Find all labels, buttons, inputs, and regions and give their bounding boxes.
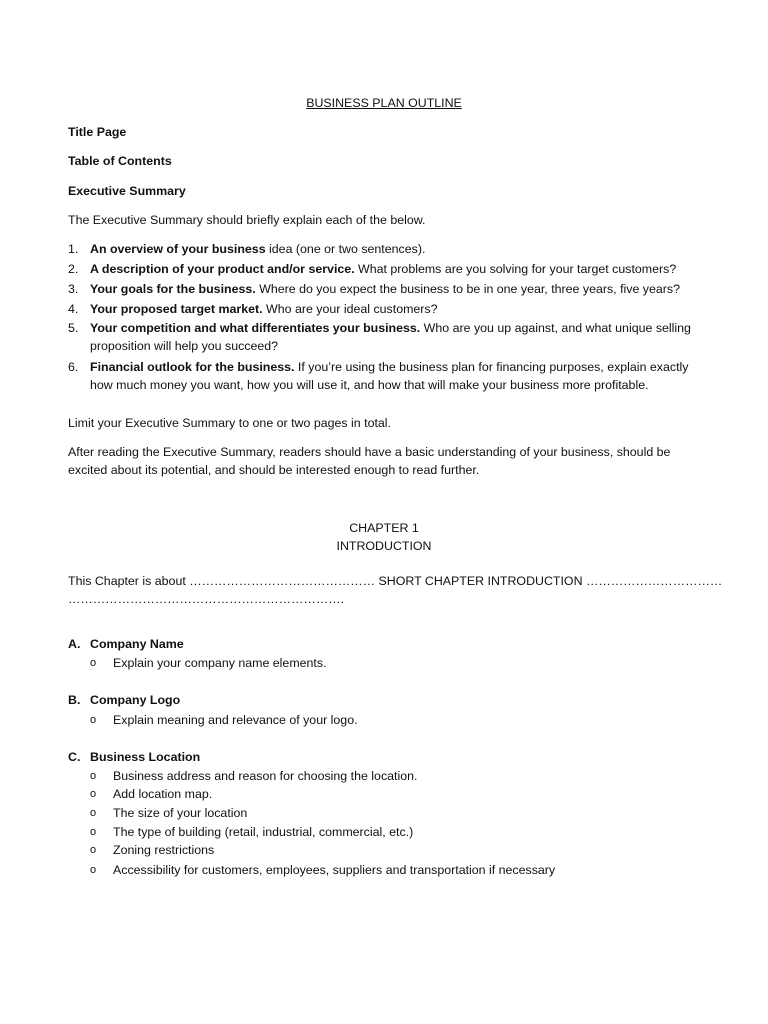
bullet-icon: o <box>90 788 97 800</box>
list-number: 3. <box>68 282 79 296</box>
bullet-icon: o <box>90 844 97 856</box>
section-title: Business Location <box>90 750 201 764</box>
heading-executive-summary: Executive Summary <box>68 184 186 198</box>
section-letter: A. <box>68 637 81 651</box>
bullet-icon: o <box>90 657 97 669</box>
section-title: Company Logo <box>90 693 181 707</box>
section-letter: C. <box>68 750 81 764</box>
list-item-bold: Your proposed target market. <box>90 302 263 316</box>
bullet-text: Zoning restrictions <box>113 843 215 857</box>
bullet-icon: o <box>90 807 97 819</box>
chapter-name: INTRODUCTION <box>336 539 432 553</box>
heading-table-of-contents: Table of Contents <box>68 154 172 168</box>
bullet-text: Explain your company name elements. <box>113 656 327 670</box>
heading-title-page: Title Page <box>68 125 127 139</box>
document-title: BUSINESS PLAN OUTLINE <box>306 96 462 110</box>
bullet-text: Accessibility for customers, employees, suppliers and transportation if necessary <box>113 863 556 877</box>
list-item-text: idea (one or two sentences). <box>265 242 426 256</box>
list-item-text: If you’re using the business plan for financing purposes, explain exactly how much money you want, how you will use it, and how that will make your business more profitable. <box>90 360 689 392</box>
list-number: 1. <box>68 242 79 256</box>
exec-intro-text: The Executive Summary should briefly explain each of the below. <box>68 213 426 227</box>
section-title: Company Name <box>90 637 184 651</box>
list-number: 5. <box>68 321 79 335</box>
chapter-about-line-2: …………………………………………………………. <box>68 592 345 606</box>
list-item-bold: An overview of your business <box>90 242 266 256</box>
list-item-bold: Your goals for the business. <box>90 282 256 296</box>
chapter-number: CHAPTER 1 <box>349 521 419 535</box>
list-item-text: Who are your ideal customers? <box>262 302 438 316</box>
list-item-text: Who are you up against, and what unique selling proposition will help you succeed? <box>90 321 691 353</box>
chapter-about-line-1: This Chapter is about ……………………………………… SHORT CHAPTER INTRODUCTION …………………………… <box>68 574 723 588</box>
section-letter: B. <box>68 693 81 707</box>
list-number: 2. <box>68 262 79 276</box>
list-item-text: What problems are you solving for your target customers? <box>354 262 677 276</box>
limit-text: Limit your Executive Summary to one or two pages in total. <box>68 416 391 430</box>
list-number: 4. <box>68 302 79 316</box>
bullet-text: Add location map. <box>113 787 213 801</box>
bullet-icon: o <box>90 864 97 876</box>
bullet-icon: o <box>90 714 97 726</box>
list-item-bold: Your competition and what differentiates your business. <box>90 321 421 335</box>
bullet-text: The type of building (retail, industrial, commercial, etc.) <box>113 825 414 839</box>
bullet-text: The size of your location <box>113 806 248 820</box>
list-item-bold: Financial outlook for the business. <box>90 360 295 374</box>
list-number: 6. <box>68 360 79 374</box>
after-reading-text: After reading the Executive Summary, readers should have a basic understanding of your business, should be excited about its potential, and should be interested enough to read further. <box>68 445 671 477</box>
bullet-icon: o <box>90 770 97 782</box>
list-item-text: Where do you expect the business to be in one year, three years, five years? <box>255 282 680 296</box>
list-item-bold: A description of your product and/or service. <box>90 262 355 276</box>
bullet-text: Explain meaning and relevance of your logo. <box>113 713 358 727</box>
bullet-text: Business address and reason for choosing the location. <box>113 769 418 783</box>
bullet-icon: o <box>90 826 97 838</box>
